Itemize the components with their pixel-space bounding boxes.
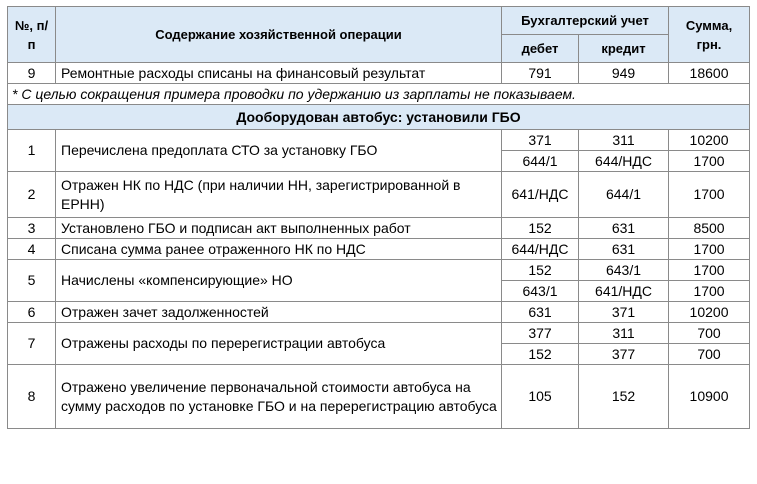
row-credit: 644/НДС xyxy=(579,151,669,172)
row-sum: 1700 xyxy=(669,260,750,281)
row-num: 2 xyxy=(8,172,56,218)
row-sum: 1700 xyxy=(669,172,750,218)
header-sum: Сумма, грн. xyxy=(669,7,750,63)
row-debit: 643/1 xyxy=(502,281,579,302)
header-accounting: Бухгалтерский учет xyxy=(502,7,669,35)
row-sum: 18600 xyxy=(669,63,750,84)
row-credit: 371 xyxy=(579,302,669,323)
row-credit: 377 xyxy=(579,344,669,365)
row-debit: 791 xyxy=(502,63,579,84)
row-debit: 371 xyxy=(502,130,579,151)
row-num: 7 xyxy=(8,323,56,365)
row-sum: 10200 xyxy=(669,302,750,323)
row-num: 8 xyxy=(8,365,56,429)
row-credit: 311 xyxy=(579,323,669,344)
row-credit: 644/1 xyxy=(579,172,669,218)
row-desc: Отражен НК по НДС (при наличии НН, зарегистрированной в ЕРНН) xyxy=(56,172,502,218)
row-sum: 10200 xyxy=(669,130,750,151)
table-row xyxy=(8,130,750,151)
row-sum: 700 xyxy=(669,323,750,344)
table-row xyxy=(8,218,750,239)
row-credit: 949 xyxy=(579,63,669,84)
accounting-table xyxy=(7,6,750,429)
table-row xyxy=(8,63,750,84)
row-num: 9 xyxy=(8,63,56,84)
row-sum: 1700 xyxy=(669,239,750,260)
section-title: Дооборудован автобус: установили ГБО xyxy=(8,105,750,130)
row-debit: 631 xyxy=(502,302,579,323)
row-credit: 631 xyxy=(579,218,669,239)
row-desc: Начислены «компенсирующие» НО xyxy=(56,260,502,302)
row-debit: 105 xyxy=(502,365,579,429)
row-debit: 644/1 xyxy=(502,151,579,172)
row-num: 6 xyxy=(8,302,56,323)
row-credit: 643/1 xyxy=(579,260,669,281)
row-desc: Списана сумма ранее отраженного НК по НДС xyxy=(56,239,502,260)
row-debit: 377 xyxy=(502,323,579,344)
row-debit: 644/НДС xyxy=(502,239,579,260)
row-num: 5 xyxy=(8,260,56,302)
table-row xyxy=(8,323,750,344)
table-row xyxy=(8,172,750,218)
table-row xyxy=(8,302,750,323)
row-sum: 700 xyxy=(669,344,750,365)
row-credit: 311 xyxy=(579,130,669,151)
row-desc: Ремонтные расходы списаны на финансовый результат xyxy=(56,63,502,84)
table-row xyxy=(8,239,750,260)
row-desc: Отражено увеличение первоначальной стоимости автобуса на сумму расходов по установке ГБО и на перерегистрацию автобуса xyxy=(56,365,502,429)
row-desc: Отражен зачет задолженностей xyxy=(56,302,502,323)
row-sum: 1700 xyxy=(669,281,750,302)
row-debit: 152 xyxy=(502,344,579,365)
row-credit: 631 xyxy=(579,239,669,260)
row-credit: 641/НДС xyxy=(579,281,669,302)
row-debit: 152 xyxy=(502,260,579,281)
header-content: Содержание хозяйственной операции xyxy=(56,7,502,63)
row-sum: 1700 xyxy=(669,151,750,172)
document xyxy=(7,6,750,429)
row-sum: 10900 xyxy=(669,365,750,429)
note: * С целью сокращения примера проводки по удержанию из зарплаты не показываем. xyxy=(8,84,750,105)
header-num: №, п/п xyxy=(8,7,56,63)
header-credit: кредит xyxy=(579,35,669,63)
row-desc: Установлено ГБО и подписан акт выполненных работ xyxy=(56,218,502,239)
row-debit: 152 xyxy=(502,218,579,239)
row-num: 4 xyxy=(8,239,56,260)
row-desc: Перечислена предоплата СТО за установку ГБО xyxy=(56,130,502,172)
row-num: 3 xyxy=(8,218,56,239)
row-credit: 152 xyxy=(579,365,669,429)
row-num: 1 xyxy=(8,130,56,172)
table-row xyxy=(8,365,750,429)
row-sum: 8500 xyxy=(669,218,750,239)
table-row xyxy=(8,260,750,281)
row-debit: 641/НДС xyxy=(502,172,579,218)
row-desc: Отражены расходы по перерегистрации автобуса xyxy=(56,323,502,365)
header-debit: дебет xyxy=(502,35,579,63)
